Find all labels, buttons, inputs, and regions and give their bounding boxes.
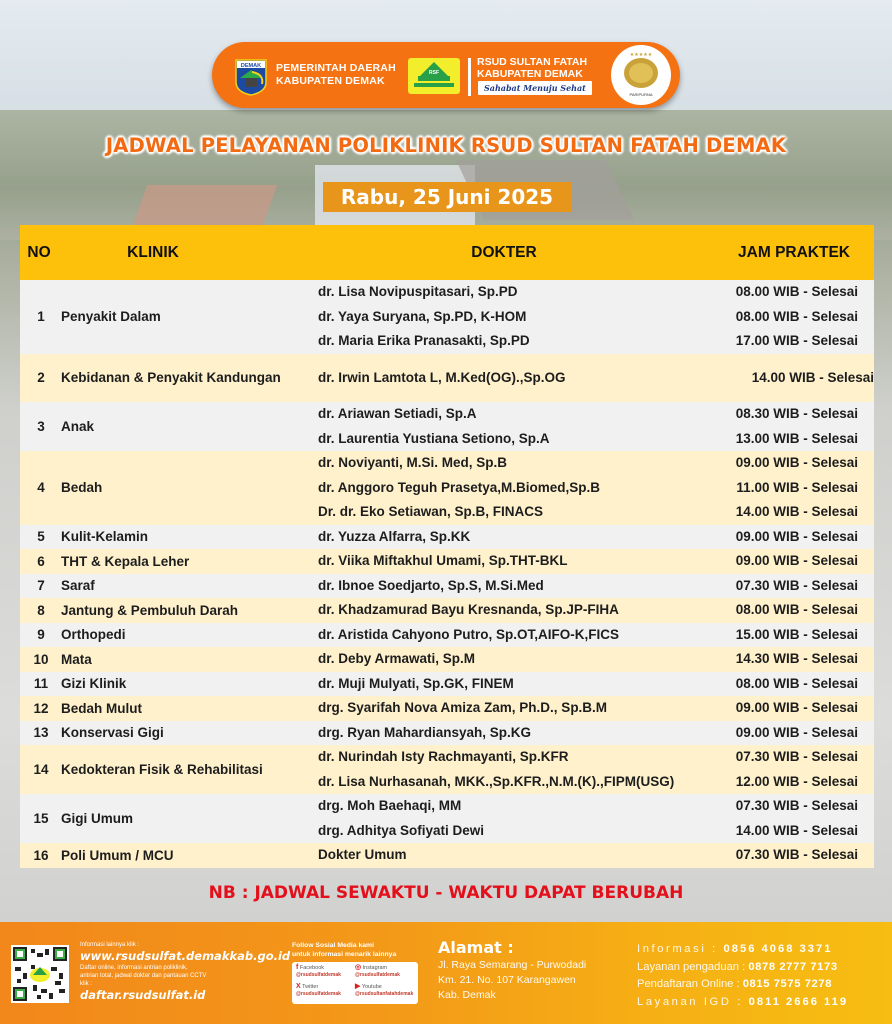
cell-klinik: Kedokteran Fisik & Rehabilitasi — [58, 745, 318, 794]
cell-no: 6 — [20, 549, 58, 574]
practice-hours: 11.00 WIB - Selesai — [736, 479, 858, 495]
practice-hours: 08.00 WIB - Selesai — [735, 675, 858, 691]
doctor-name: drg. Moh Baehaqi, MM — [318, 798, 462, 813]
table-row — [20, 696, 874, 721]
cell-dokter — [318, 451, 700, 525]
footer — [0, 922, 892, 1024]
cell-jam-praktek — [700, 696, 874, 721]
cell-dokter — [318, 598, 700, 623]
social-media: Follow Sosial Media kami untuk informasi menarik lainnya f Facebook @rsudsulfatdemak ◎ Instagram @rsudsulfatdemak X Twitter @rsudsulfatdemak ▶ Youtube @rsudsultanfatahdemak — [292, 941, 422, 1004]
website-link[interactable]: www.rsudsulfat.demakkab.go.id — [80, 949, 291, 963]
cell-klinik: Poli Umum / MCU — [58, 843, 318, 868]
contact-numbers — [637, 941, 848, 1011]
social-link-instagram[interactable]: ◎ Instagram @rsudsulfatdemak — [355, 964, 400, 978]
practice-hours: 14.00 WIB - Selesai — [751, 369, 874, 385]
cell-no: 15 — [20, 794, 58, 843]
cell-no: 14 — [20, 745, 58, 794]
cell-dokter — [318, 794, 700, 843]
table-header-row — [20, 225, 874, 280]
practice-hours: 14.00 WIB - Selesai — [735, 504, 858, 519]
cell-no: 11 — [20, 672, 58, 697]
cell-no: 16 — [20, 843, 58, 868]
facebook-icon: f — [296, 964, 299, 971]
cell-jam-praktek — [700, 843, 874, 868]
cell-klinik: Konservasi Gigi — [58, 721, 318, 746]
slogan: Sahabat Menuju Sehat — [478, 81, 592, 95]
cell-no: 10 — [20, 647, 58, 672]
cell-jam-praktek — [700, 280, 874, 354]
cell-no: 4 — [20, 451, 58, 525]
date-badge: Rabu, 25 Juni 2025 — [323, 182, 571, 212]
cell-jam-praktek — [700, 672, 874, 697]
cell-no: 5 — [20, 525, 58, 550]
practice-hours: 14.00 WIB - Selesai — [735, 822, 858, 838]
practice-hours: 09.00 WIB - Selesai — [735, 455, 858, 470]
header-no: NO — [20, 225, 58, 280]
cell-klinik: Saraf — [58, 574, 318, 599]
doctor-name: dr. Irwin Lamtota L, M.Ked(OG).,Sp.OG — [318, 369, 566, 385]
cell-jam-praktek — [700, 525, 874, 550]
cell-jam-praktek — [700, 721, 874, 746]
practice-hours: 08.00 WIB - Selesai — [735, 602, 858, 617]
cell-no: 2 — [20, 354, 58, 403]
instagram-icon: ◎ — [355, 964, 362, 971]
doctor-name: dr. Ibnoe Soedjarto, Sp.S, M.Si.Med — [318, 577, 544, 593]
paripurna-accreditation-badge — [610, 44, 672, 106]
cell-no: 12 — [20, 696, 58, 721]
contact-line: Layanan IGD : 0811 2666 119 — [637, 995, 849, 1008]
header-dokter: DOKTER — [318, 225, 700, 280]
contact-line: Pendaftaran Online : 0815 7575 7278 — [637, 978, 833, 990]
cell-jam-praktek — [700, 598, 874, 623]
contact-line: Informasi : 0856 4068 3371 — [637, 943, 833, 955]
cell-dokter — [318, 402, 700, 451]
svg-text:RSF: RSF — [429, 70, 439, 76]
table-row — [20, 794, 874, 843]
cell-dokter — [318, 843, 700, 868]
cell-jam-praktek — [700, 623, 874, 648]
table-row — [20, 745, 874, 794]
cell-no: 7 — [20, 574, 58, 599]
cell-klinik: Gigi Umum — [58, 794, 318, 843]
header-jam-praktek: JAM PRAKTEK — [700, 225, 874, 280]
doctor-name: dr. Yaya Suryana, Sp.PD, K-HOM — [318, 308, 527, 324]
cell-klinik: Anak — [58, 402, 318, 451]
practice-hours: 07.30 WIB - Selesai — [735, 798, 858, 813]
practice-hours: 08.00 WIB - Selesai — [735, 308, 858, 324]
cell-jam-praktek — [700, 354, 874, 403]
phone-number[interactable]: 0811 2666 119 — [748, 995, 849, 1008]
doctor-name: dr. Yuzza Alfarra, Sp.KK — [318, 528, 471, 544]
cell-klinik: Jantung & Pembuluh Darah — [58, 598, 318, 623]
cell-jam-praktek — [700, 451, 874, 525]
practice-hours: 17.00 WIB - Selesai — [735, 333, 858, 348]
cell-klinik: Mata — [58, 647, 318, 672]
schedule-body — [20, 280, 874, 868]
doctor-name: dr. Lisa Nurhasanah, MKK.,Sp.KFR.,N.M.(K).,FIPM(USG) — [318, 773, 675, 789]
header-klinik: KLINIK — [58, 225, 318, 280]
svg-text:DEMAK: DEMAK — [240, 63, 262, 69]
svg-text:PARIPURNA: PARIPURNA — [629, 92, 653, 97]
cell-dokter — [318, 696, 700, 721]
header-banner — [212, 42, 680, 108]
doctor-name: dr. Lisa Novipuspitasari, Sp.PD — [318, 284, 518, 299]
table-row — [20, 402, 874, 451]
cell-dokter — [318, 623, 700, 648]
table-row — [20, 280, 874, 354]
cell-jam-praktek — [700, 794, 874, 843]
rsf-hospital-logo — [408, 58, 460, 94]
social-link-facebook[interactable]: f Facebook @rsudsulfatdemak — [296, 964, 341, 978]
practice-hours: 12.00 WIB - Selesai — [735, 773, 858, 789]
cell-jam-praktek — [700, 549, 874, 574]
cell-dokter — [318, 549, 700, 574]
doctor-name: dr. Nurindah Isty Rachmayanti, Sp.KFR — [318, 749, 569, 764]
phone-number[interactable]: 0856 4068 3371 — [723, 943, 833, 955]
cell-dokter — [318, 354, 700, 403]
cell-jam-praktek — [700, 745, 874, 794]
cell-klinik: THT & Kepala Leher — [58, 549, 318, 574]
doctor-name: dr. Laurentia Yustiana Setiono, Sp.A — [318, 430, 550, 446]
schedule-table — [20, 225, 874, 868]
table-row — [20, 623, 874, 648]
demak-crest-logo — [234, 58, 268, 96]
social-links — [292, 962, 418, 1004]
doctor-name: drg. Ryan Mahardiansyah, Sp.KG — [318, 724, 532, 740]
cell-no: 1 — [20, 280, 58, 354]
phone-number[interactable]: 0878 2777 7173 — [748, 960, 838, 973]
cell-dokter — [318, 574, 700, 599]
table-row — [20, 354, 874, 403]
youtube-icon: ▶ — [355, 983, 361, 990]
doctor-name: dr. Aristida Cahyono Putro, Sp.OT,AIFO-K,FICS — [318, 626, 620, 642]
doctor-name: drg. Syarifah Nova Amiza Zam, Ph.D., Sp.B.M — [318, 700, 608, 715]
qr-code[interactable] — [11, 945, 69, 1003]
cell-dokter — [318, 721, 700, 746]
practice-hours: 14.30 WIB - Selesai — [735, 651, 858, 666]
practice-hours: 08.00 WIB - Selesai — [735, 284, 858, 299]
cell-no: 3 — [20, 402, 58, 451]
doctor-name: dr. Ariawan Setiadi, Sp.A — [318, 406, 477, 421]
doctor-name: Dr. dr. Eko Setiawan, Sp.B, FINACS — [318, 504, 544, 519]
cell-klinik: Bedah — [58, 451, 318, 525]
social-link-youtube[interactable]: ▶ Youtube @rsudsultanfatahdemak — [355, 983, 414, 997]
table-row — [20, 549, 874, 574]
website-info: Informasi lainnya klik : www.rsudsulfat.demakkab.go.id Daftar online, informasi antrian poliklinik, antrian total, jadwal dokter dan pantauan CCTV klik : daftar.rsudsulfat.id — [80, 942, 291, 1002]
cell-dokter — [318, 745, 700, 794]
cell-dokter — [318, 647, 700, 672]
cell-no: 9 — [20, 623, 58, 648]
cell-klinik: Orthopedi — [58, 623, 318, 648]
doctor-name: dr. Noviyanti, M.Si. Med, Sp.B — [318, 455, 508, 470]
doctor-name: dr. Deby Armawati, Sp.M — [318, 651, 476, 666]
cell-klinik: Gizi Klinik — [58, 672, 318, 697]
doctor-name: dr. Viika Miftakhul Umami, Sp.THT-BKL — [318, 553, 568, 568]
registration-link[interactable]: daftar.rsudsulfat.id — [80, 988, 206, 1002]
logo-divider — [468, 58, 471, 96]
schedule-note: NB : JADWAL SEWAKTU - WAKTU DAPAT BERUBAH — [208, 883, 684, 903]
practice-hours: 09.00 WIB - Selesai — [735, 553, 858, 568]
contact-line: Layanan pengaduan : 0878 2777 7173 — [637, 960, 838, 973]
cell-no: 13 — [20, 721, 58, 746]
address: Alamat : Jl. Raya Semarang - Purwodadi Km. 21. No. 107 Karangawen Kab. Demak — [438, 938, 587, 1001]
cell-no: 8 — [20, 598, 58, 623]
table-row — [20, 647, 874, 672]
cell-jam-praktek — [700, 574, 874, 599]
table-row — [20, 525, 874, 550]
svg-text:★★★★★: ★★★★★ — [629, 52, 653, 58]
practice-hours: 09.00 WIB - Selesai — [735, 700, 858, 715]
doctor-name: dr. Muji Mulyati, Sp.GK, FINEM — [318, 675, 514, 691]
doctor-name: dr. Maria Erika Pranasakti, Sp.PD — [318, 333, 530, 348]
doctor-name: dr. Khadzamurad Bayu Kresnanda, Sp.JP-FIHA — [318, 602, 619, 617]
practice-hours: 09.00 WIB - Selesai — [735, 724, 858, 740]
doctor-name: dr. Anggoro Teguh Prasetya,M.Biomed,Sp.B — [318, 479, 601, 495]
cell-klinik: Kulit-Kelamin — [58, 525, 318, 550]
practice-hours: 09.00 WIB - Selesai — [735, 528, 858, 544]
social-link-twitter[interactable]: X Twitter @rsudsulfatdemak — [296, 983, 341, 997]
table-row — [20, 721, 874, 746]
cell-dokter — [318, 672, 700, 697]
table-row — [20, 574, 874, 599]
hospital-name: RSUD SULTAN FATAH KABUPATEN DEMAK — [477, 56, 588, 80]
practice-hours: 13.00 WIB - Selesai — [735, 430, 858, 446]
table-row — [20, 672, 874, 697]
cell-jam-praktek — [700, 402, 874, 451]
table-row — [20, 598, 874, 623]
cell-jam-praktek — [700, 647, 874, 672]
cell-dokter — [318, 525, 700, 550]
table-row — [20, 843, 874, 868]
practice-hours: 07.30 WIB - Selesai — [735, 577, 858, 593]
cell-klinik: Bedah Mulut — [58, 696, 318, 721]
qr-code-icon — [11, 945, 69, 1003]
cell-klinik: Kebidanan & Penyakit Kandungan — [58, 354, 318, 403]
doctor-name: Dokter Umum — [318, 847, 407, 862]
practice-hours: 07.30 WIB - Selesai — [735, 847, 858, 862]
phone-number[interactable]: 0815 7575 7278 — [742, 978, 833, 990]
twitter-icon: X — [296, 983, 301, 990]
page-title: JADWAL PELAYANAN POLIKLINIK RSUD SULTAN FATAH DEMAK — [105, 134, 787, 157]
cell-dokter — [318, 280, 700, 354]
practice-hours: 15.00 WIB - Selesai — [735, 626, 858, 642]
table-row — [20, 451, 874, 525]
government-name: PEMERINTAH DAERAH KABUPATEN DEMAK — [276, 62, 396, 87]
doctor-name: drg. Adhitya Sofiyati Dewi — [318, 822, 485, 838]
practice-hours: 08.30 WIB - Selesai — [735, 406, 858, 421]
cell-klinik: Penyakit Dalam — [58, 280, 318, 354]
practice-hours: 07.30 WIB - Selesai — [735, 749, 858, 764]
